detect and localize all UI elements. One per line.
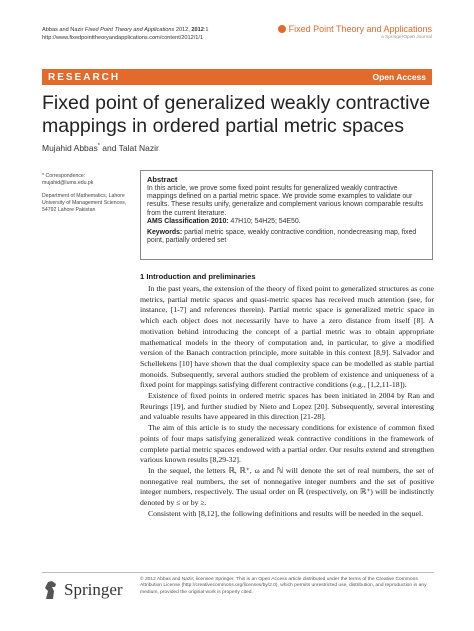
license-note: © 2012 Abbas and Nazir; licensee Springer. This is an Open Access article distributed under the terms of the Creative Commons Attribution License (http://creativecommons.org/licenses/by/2.0), which permits unrestricted use, distribution, and reproduction in any medium, provided the original work is properly cited. — [140, 577, 427, 595]
author-name-1[interactable]: Mujahid Abbas — [42, 143, 98, 153]
footer-divider — [42, 572, 434, 573]
springer-horse-icon — [42, 579, 60, 601]
paragraph-4: In the sequel, the letters ℝ, ℝ⁺, ω and ℕ will denote the set of real numbers, the set of nonnegative real numbers, the set of nonnegative integer numbers and the set of positive integer numbers, respectively. The usual order on ℝ (respectively, on ℝ⁺) will be indistinctly denoted by ≤ or by ≥. — [140, 465, 434, 508]
correspondence-sidebar — [42, 173, 134, 214]
article-body — [140, 272, 434, 519]
header-article-number: :1 — [203, 27, 209, 33]
springer-logo — [42, 579, 123, 601]
paragraph-2: Existence of fixed points in ordered metric spaces has been initiated in 2004 by Ran and Reurings [19], and further studied by Nieto and Lopez [20]. Subsequently, several interesting and valuable results have appeared in this direction [21-28]. — [140, 391, 434, 422]
header-url-link[interactable]: http://www.fixedpointtheoryandapplications.com/content/2012/1/1 — [42, 35, 204, 41]
ams-classification — [147, 218, 426, 226]
header-journal: Fixed Point Theory and Applications — [84, 27, 175, 33]
springer-wordmark: Springer — [64, 580, 123, 599]
author-name-2[interactable]: and Talat Nazir — [102, 143, 159, 153]
section-heading: 1 Introduction and preliminaries — [140, 272, 256, 281]
abstract-box — [140, 170, 433, 260]
open-access-label: Open Access — [372, 72, 426, 82]
running-header — [42, 26, 209, 42]
keywords-list: partial metric space, weakly contractive condition, nondecreasing map, fixed point, partially ordered set — [147, 229, 417, 245]
article-title: Fixed point of generalized weakly contractive mappings in ordered partial metric spaces — [42, 92, 431, 137]
journal-brand-sub: a SpringerOpen Journal — [381, 35, 432, 40]
article-type-label: RESEARCH — [48, 71, 121, 83]
journal-brand[interactable] — [278, 24, 432, 40]
keywords — [147, 229, 426, 245]
abstract-text: In this article, we prove some fixed point results for generalized weakly contractive mappings defined on a partial metric space. We provide some examples to validate our results. These results unify, generalize and complement various known comparable results from the current literature. — [147, 185, 423, 217]
header-volume: 2012 — [191, 27, 204, 33]
header-year: 2012, — [175, 27, 190, 33]
ams-codes: 47H10; 54H25; 54E50. — [230, 217, 301, 225]
journal-brand-name — [278, 24, 432, 34]
paragraph-1: In the past years, the extension of the theory of fixed point to generalized structures as cone metrics, partial metric spaces and quasi-metric spaces has received much attention (see, for instance, [1-7] and references therein). Partial metric space is generalized metric space in which each object does not necessarily have to have a zero distance from itself [8]. A motivation behind introducing the concept of a partial metric was to obtain appropriate mathematical models in the theory of computation and, in particular, to give a modified version of the Banach contraction principle, more suitable in this context [8,9]. Salvador and Schellekens [10] have shown that the dual complexity space can be modelled as stable partial monoids. Subsequently, several authors studied the problem of existence and uniqueness of a fixed point for mappings satisfying different contractive conditions (e.g., [1,2,11-18]). — [140, 284, 434, 390]
ams-label: AMS Classification 2010: — [147, 217, 229, 225]
citation-line — [42, 26, 209, 34]
author-line — [42, 143, 159, 153]
corresponding-mark: * — [97, 143, 100, 150]
paragraph-5: Consistent with [8,12], the following definitions and results will be needed in the sequel. — [148, 508, 424, 518]
abstract-heading: Abstract — [147, 175, 178, 184]
journal-brand-label: Fixed Point Theory and Applications — [288, 24, 432, 34]
header-authors: Abbas and Nazir — [42, 27, 84, 33]
paragraph-3: The aim of this article is to study the necessary conditions for existence of common fixed points of four maps satisfying generalized weak contractive conditions in the framework of complete partial metric spaces endowed with a partial order. Our results extend and strengthen various known results [8,29-32]. — [140, 423, 434, 465]
keywords-label: Keywords: — [147, 229, 183, 237]
article-type-band — [42, 69, 432, 85]
springeropen-logo-icon — [278, 25, 286, 33]
author-affiliation: Department of Mathematics, Lahore University of Management Sciences, 54792 Lahore Pakistan — [42, 193, 127, 213]
correspondence-email[interactable]: * Correspondence: mujahid@lums.edu.pk — [42, 173, 94, 186]
